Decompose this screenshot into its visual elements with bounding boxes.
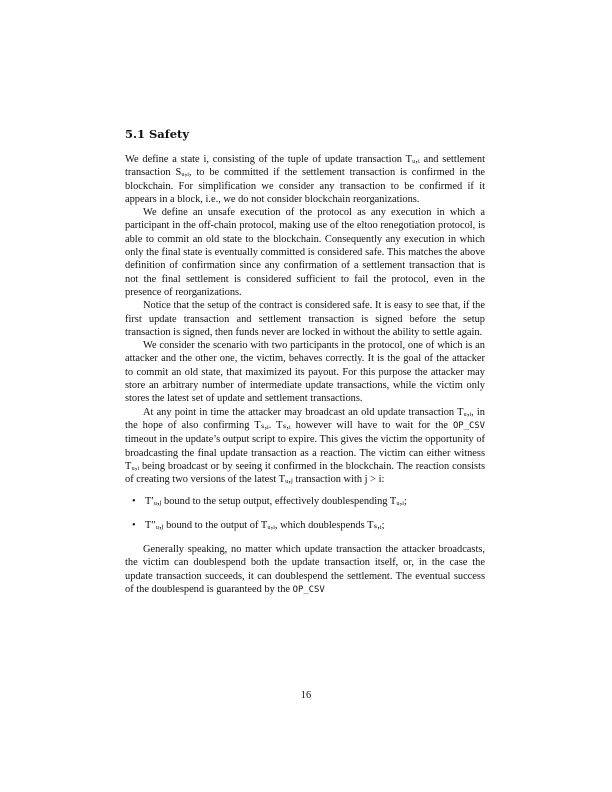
bullet-icon: • (132, 496, 136, 508)
section-title: Safety (149, 127, 190, 141)
reaction-list (125, 495, 485, 532)
op-csv-code: OP_CSV (452, 420, 485, 431)
paragraph-scenario: We consider the scenario with two participants in the protocol, one of which is an attacker and the other one, the victim, behaves correctly. It is the goal of the attacker to commit an old state, that maximized its payout. For this purpose the attacker may store an arbitrary number of intermediate update transactions, while the victim only stores the latest set of update and settlement transactions. (125, 340, 485, 405)
list-item (125, 495, 485, 508)
paragraph-doublespend-text: Generally speaking, no matter which update transaction the attacker broadcasts, the victim can doublespend both the update transaction itself, or, in the case the update transaction succeeds, it can doublespend the settlement. The eventual success of the doublespend is guaranteed by the (125, 544, 485, 595)
paragraph-attack-text-1: At any point in time the attacker may broadcast an old update transaction Tᵤ,ᵢ, in the hope of also confirming Tₛ,ᵢ. Tₛ,ᵢ however will have to wait for the (125, 406, 485, 431)
paragraph-setup-safety: Notice that the setup of the contract is considered safe. It is easy to see that, if the first update transaction and settlement transaction is signed before the setup transaction is signed, then funds never are locked in without the ability to settle again. (125, 300, 485, 338)
paragraph-attack-text-2: timeout in the update’s output script to expire. This gives the victim the opportunity of broadcasting the final update transaction as a reaction. The victim can either witness Tᵤ,ᵢ being broadcast or by seeing it confirmed in the blockchain. The reaction consists of creating two versions of the latest Tᵤ,ⱼ transaction with j > i: (125, 434, 485, 486)
paragraph-doublespend (125, 543, 485, 597)
section-number: 5.1 (125, 127, 146, 141)
list-item-text: T′ᵤ,ⱼ bound to the setup output, effectively doublespending Tᵤ,ᵢ; (145, 496, 407, 508)
paragraph-attack (125, 406, 485, 487)
op-csv-code: OP_CSV (292, 584, 325, 595)
body-text (125, 153, 485, 597)
list-item (125, 519, 485, 532)
section-heading (125, 127, 189, 141)
list-item-text: T″ᵤ,ⱼ bound to the output of Tᵤ,ᵢ, which doublespends Tₛ,ᵢ; (145, 519, 385, 531)
page-number: 16 (300, 690, 312, 701)
paragraph-state-definition: We define a state i, consisting of the tuple of update transaction Tᵤ,ᵢ and settlement transaction Sᵤ,ᵢ, to be committed if the settlement transaction is confirmed in the blockchain. For simplification we consider any transaction to be confirmed if it appears in a block, i.e., we do not consider blockchain reorganizations. (125, 154, 485, 205)
paragraph-unsafe-execution: We define an unsafe execution of the protocol as any execution in which a participant in the off-chain protocol, making use of the eltoo renegotiation protocol, is able to commit an old state to the blockchain. Consequently any execution in which only the final state is eventually committed is considered safe. This matches the above definition of confirmation since any confirmation of a settlement transaction that is not the final settlement is considered sufficient to fail the protocol, even in the presence of reorganizations. (125, 207, 485, 298)
bullet-icon: • (132, 519, 136, 531)
